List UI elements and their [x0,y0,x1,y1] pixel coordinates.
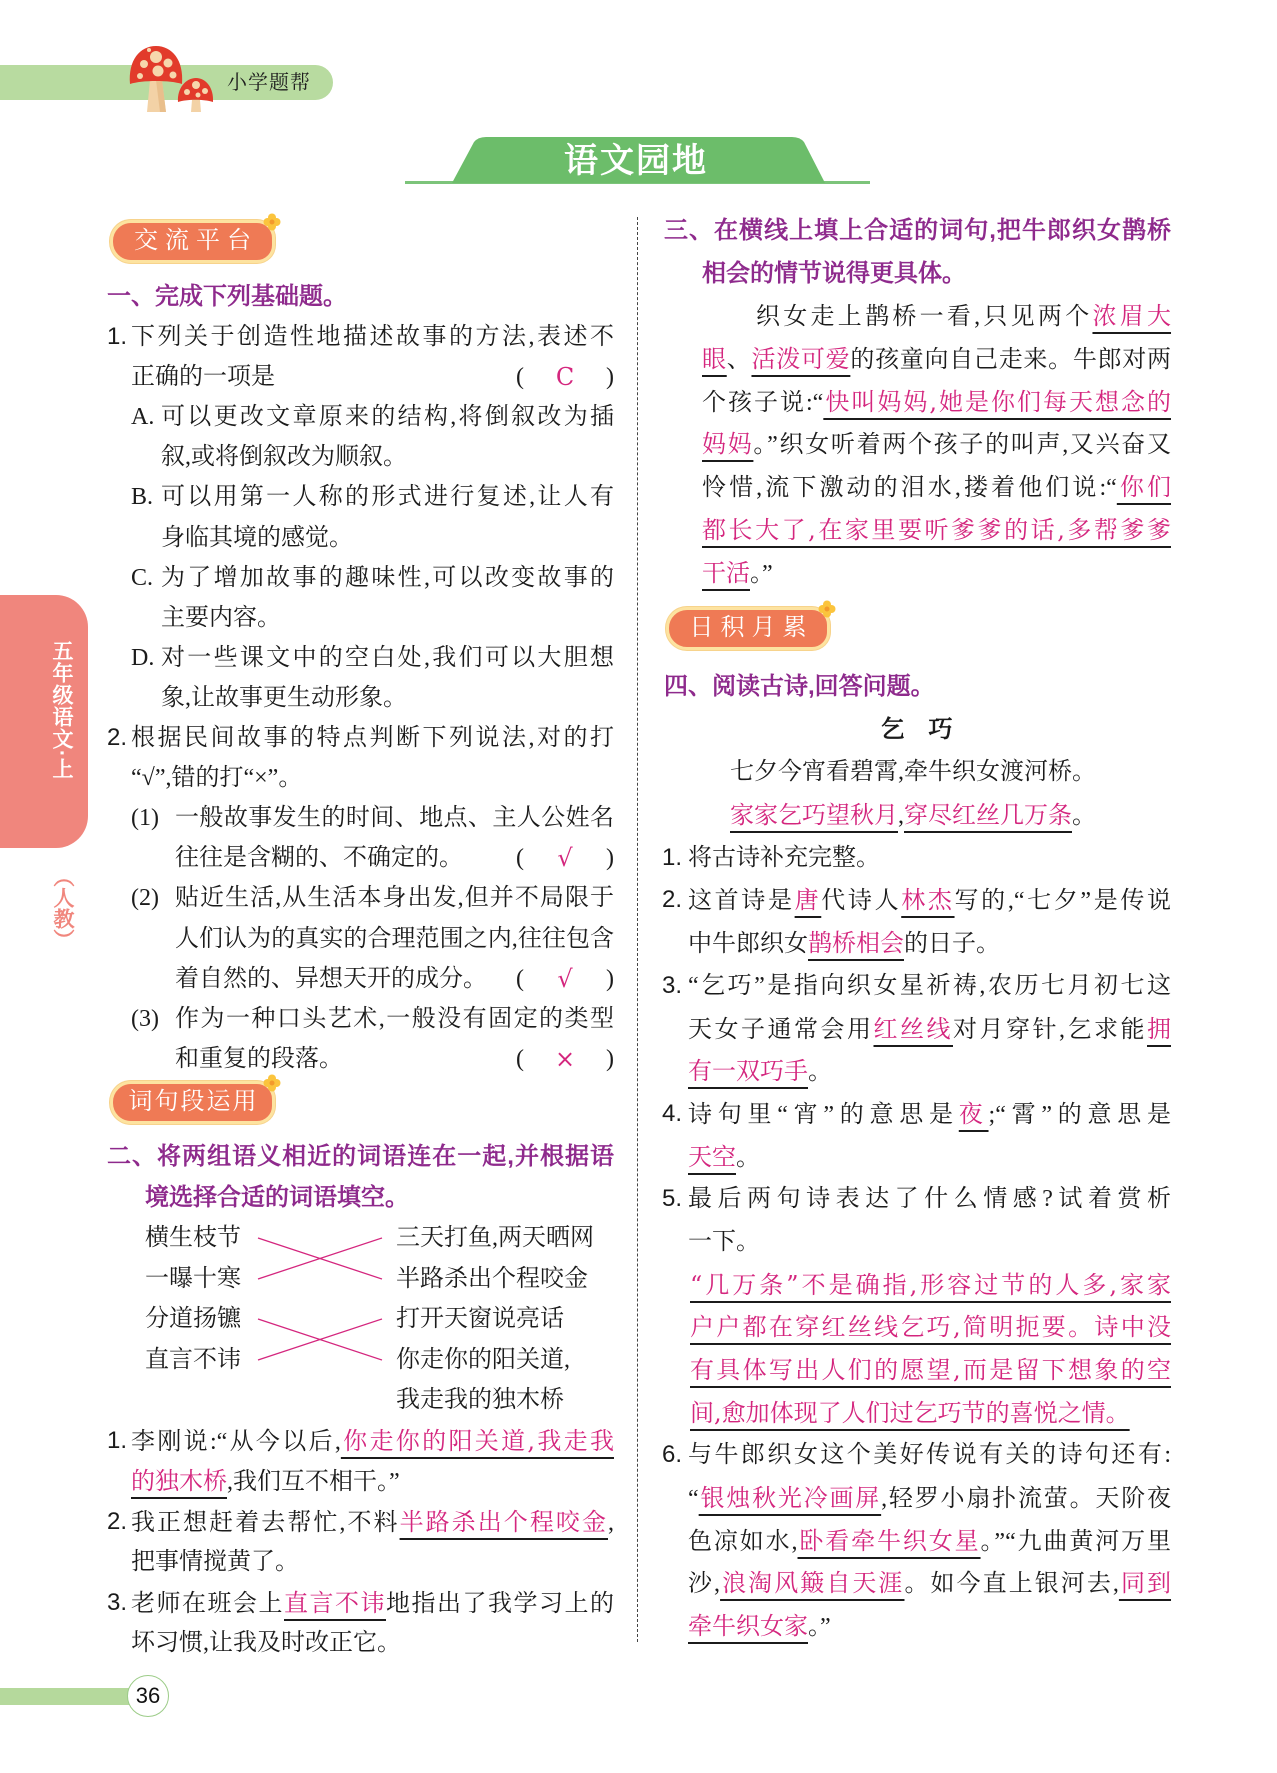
section-heading-cont: 相会的情节说得更具体。 [702,259,966,287]
option-label: C. [131,564,154,591]
item-label: (2) [131,885,159,912]
poem-answer: 家家乞巧望秋月 [730,801,898,830]
fill-item-1 [107,1421,614,1462]
fill-text: 地指出了我学习上的 [386,1590,614,1617]
option-label: B. [131,484,154,511]
question-text: 最后两句诗表达了什么情感?试着赏析 [688,1186,1171,1213]
matching-left-word: 一曝十寒 [145,1265,241,1292]
passage-text: 、 [726,347,752,374]
passage-line [662,509,1171,552]
question-1-stem [107,317,614,357]
passage-line [662,552,1171,595]
question-text: 代诗人 [821,888,902,915]
badge-daily-accumulation [666,607,830,650]
question-text: 将古诗补充完整。 [688,844,880,871]
paren-open: ( [516,364,524,391]
option-text: 身临其境的感觉。 [161,524,353,551]
passage-answer: 快叫妈妈,她是你们每天想念的 [823,387,1171,416]
matching-right-word: 你走你的阳关道, [396,1346,570,1373]
matching-right-word: 三天打鱼,两天晒网 [396,1225,594,1251]
passage-text: 织女走上鹊桥一看,只见两个 [756,304,1093,331]
section-heading: 四、阅读古诗,回答问题。 [664,673,935,700]
question-text: ;“霄”的意思是 [988,1101,1171,1128]
option-label: A. [131,404,155,431]
option-text: 可以用第一人称的形式进行复述,让人有 [161,484,614,511]
section-fill-story [662,210,1171,594]
fill-text: 我正想赶着去帮忙,不料 [131,1509,400,1536]
poem-question-6 [662,1434,1171,1477]
question-text: 的日子。 [904,931,1000,958]
question-text: 诗句里“宵”的意思是 [688,1101,959,1128]
fill-text: 李刚说:“从今以后, [131,1428,341,1455]
badge-word-sentence-usage [110,1081,275,1124]
poem-question-3 [662,965,1171,1008]
judgement-item-3 [107,999,614,1039]
judgement-item-2 [107,878,614,918]
section-heading-cont: 境选择合适的词语填空。 [145,1183,409,1211]
poem-question-3-cont [662,1050,1171,1093]
matching-row [107,1380,614,1421]
question-2-stem [107,718,614,758]
question-answer: 间,愈加体现了人们过乞巧节的喜悦之情。 [690,1398,1130,1427]
item-text: 贴近生活,从生活本身出发,但并不局限于 [175,885,614,912]
question-text: 。 [808,1059,832,1086]
passage-text: 个孩子说:“ [702,389,824,416]
question-answer: 天空 [688,1142,736,1171]
section-heading: 一、完成下列基础题。 [107,283,347,310]
poem-line [662,794,1171,837]
poem-question-6-cont [662,1605,1171,1648]
section-ancient-poem [662,666,1171,1648]
poem-question-4-cont [662,1136,1171,1179]
question-text: 。” [808,1614,831,1641]
question-number: 1. [662,843,683,871]
answer-blank [516,838,614,878]
item-text: 往往是含糊的、不确定的。 [175,845,463,872]
option-text: 对一些课文中的空白处,我们可以大胆想 [161,644,614,671]
judgement-item-2-cont [107,919,614,959]
question-text: 。”“九曲黄河万里 [980,1528,1171,1555]
option-b-cont [107,518,614,558]
option-text: 叙,或将倒叙改为顺叙。 [161,444,407,471]
question-answer: 林杰 [901,886,955,915]
fill-item-2-cont [107,1542,614,1583]
option-a [107,397,614,437]
matching-left-word: 横生枝节 [145,1225,241,1251]
poem-text: , [898,803,904,830]
section-word-usage [107,1137,614,1664]
answer-line [662,1306,1171,1349]
question-text: 。如今直上银河去, [904,1571,1119,1598]
question-text: 对月穿针,乞求能 [953,1016,1147,1043]
poem-question-5 [662,1178,1171,1221]
passage-text: 的孩童向自己走来。牛郎对两 [850,347,1172,374]
matching-right-word: 我走我的独木桥 [396,1387,564,1413]
passage-answer: 浓眉大 [1092,302,1172,331]
question-answer: 同到 [1118,1569,1172,1598]
poem-question-5-cont [662,1221,1171,1264]
answer-value: √ [557,844,573,873]
edition-label: （人教） [51,866,74,950]
passage-line [662,466,1171,509]
paren-open: ( [516,965,524,992]
section-heading: 二、将两组语义相近的词语连在一起,并根据语 [107,1143,614,1170]
section-heading: 三、在横线上填上合适的词句,把牛郎织女鹊桥 [664,217,1171,244]
question-text: 中牛郎织女 [688,931,808,958]
paren-close: ) [606,364,614,391]
item-text: 一般故事发生的时间、地点、主人公姓名 [175,805,614,832]
footer-bar [0,1688,135,1705]
question-text: 正确的一项是 [131,364,275,391]
passage-line [662,295,1171,338]
answer-line [662,1264,1171,1307]
fill-item-3 [107,1583,614,1624]
answer-blank [516,959,614,999]
passage-line [662,423,1171,466]
question-number: 2. [662,886,683,914]
option-label: D. [131,644,155,671]
passage-answer: 干活 [702,558,750,587]
question-text: 下列关于创造性地描述故事的方法,表述不 [131,324,614,351]
question-answer: 户户都在穿红丝线乞巧,简明扼要。诗中没 [690,1313,1171,1342]
question-2-stem-cont [107,758,614,798]
fill-text: , [608,1509,614,1536]
item-text: 人们认为的真实的合理范围之内,往往包含 [175,925,614,952]
item-label: (1) [131,805,159,832]
item-text: 着自然的、异想天开的成分。 [175,965,487,992]
paren-open: ( [516,845,524,872]
paren-close: ) [605,845,614,872]
fill-item-3-cont [107,1623,614,1664]
poem-question-6-cont [662,1520,1171,1563]
question-text: 根据民间故事的特点判断下列说法,对的打 [131,725,614,752]
question-text: “ [688,1486,699,1513]
option-text: 可以更改文章原来的结构,将倒叙改为插 [161,404,614,431]
poem-question-3-cont [662,1008,1171,1051]
item-text: 作为一种口头艺术,一般没有固定的类型 [175,1005,614,1032]
flower-icon [263,213,281,231]
passage-line [662,338,1171,381]
question-answer: 鹊桥相会 [808,929,904,958]
flower-icon [818,600,836,618]
matching-right-word: 打开天窗说亮话 [396,1306,564,1332]
question-answer: 夜 [958,1099,989,1128]
question-text: “√”,错的打“×”。 [131,765,303,792]
question-text: 。 [736,1144,760,1171]
option-c [107,558,614,598]
fill-text: 老师在班会上 [131,1590,284,1617]
question-number: 6. [662,1441,683,1469]
passage-text: 。”织女听着两个孩子的叫声,又兴奋又 [753,432,1171,459]
passage-line [662,381,1171,424]
question-answer: 卧看牵牛织女星 [797,1526,981,1555]
paren-close: ) [605,965,614,992]
badge-label: 交流平台 [134,227,258,254]
poem-title: 乞 巧 [880,715,953,743]
question-text: 这首诗是 [688,888,795,915]
answer-blank [516,1039,614,1079]
judgement-item-1-cont [107,838,614,878]
passage-answer: 眼 [702,345,727,374]
matching-lines [250,1225,390,1375]
question-answer: 浪淘风簸自天涯 [720,1569,905,1598]
passage-text: 怜惜,流下激动的泪水,搂着他们说:“ [702,475,1117,502]
question-1-stem-cont [107,357,614,397]
question-text: 与牛郎织女这个美好传说有关的诗句还有: [688,1442,1171,1469]
page-title: 语文园地 [564,142,708,180]
paren-close: ) [605,1045,614,1072]
answer-value: × [554,1044,576,1073]
judgement-item-2-cont [107,959,614,999]
matching-right-word: 半路杀出个程咬金 [396,1265,588,1292]
badge-exchange-platform [110,220,275,263]
grade-label: 五年级语文·上 [50,640,73,780]
question-text: “乞巧”是指向织女星祈祷,农历七月初七这 [688,972,1171,999]
item-text: 和重复的段落。 [175,1045,343,1072]
judgement-item-1 [107,798,614,838]
answer-value: C [555,363,575,392]
fill-text: 坏习惯,让我及时改正它。 [131,1630,401,1656]
passage-answer: 妈妈 [702,430,754,459]
option-text: 主要内容。 [161,604,281,631]
question-text: 一下。 [688,1228,760,1255]
question-text: 色凉如水, [688,1528,798,1555]
question-text: ,轻罗小扇扑流萤。天阶夜 [881,1486,1172,1513]
matching-left-word: 直言不讳 [145,1346,241,1373]
poem-text: 七夕今宵看碧霄,牵牛织女渡河桥。 [730,759,1096,786]
fill-text: 把事情搅黄了。 [131,1549,299,1575]
question-number: 2. [107,724,128,752]
badge-label: 日积月累 [689,614,814,641]
question-number: 3. [662,971,683,999]
question-text: 天女子通常会用 [688,1016,874,1043]
option-text: 为了增加故事的趣味性,可以改变故事的 [161,564,614,591]
option-d-cont [107,678,614,718]
passage-answer: 活泼可爱 [751,345,851,374]
fill-item-2 [107,1502,614,1543]
passage-answer: 都长大了,在家里要听爹爹的话,多帮爹爹 [702,515,1171,544]
passage-answer: 你们 [1116,473,1171,502]
answer-line [662,1392,1171,1435]
poem-text: 。 [1072,803,1096,830]
option-text: 象,让故事更生动形象。 [161,684,407,711]
fill-answer: 半路杀出个程咬金 [399,1507,608,1536]
option-a-cont [107,437,614,477]
question-answer: 银烛秋光冷画屏 [698,1484,882,1513]
badge-label: 词句段运用 [128,1088,259,1115]
question-answer: 红丝线 [873,1014,953,1043]
poem-question-6-cont [662,1562,1171,1605]
question-number: 1. [107,323,128,351]
mushroom-icon [100,40,240,120]
judgement-item-3-cont [107,1039,614,1079]
poem-question-6-cont [662,1477,1171,1520]
poem-question-2 [662,879,1171,922]
question-answer: “几万条”不是确指,形容过节的人多,家家 [690,1270,1171,1299]
item-label: (3) [131,1005,159,1032]
page-number: 36 [127,1675,169,1717]
option-c-cont [107,598,614,638]
question-answer: 有具体写出人们的愿望,而是留下想象的空 [690,1356,1171,1384]
poem-question-2-cont [662,922,1171,965]
question-number: 5. [662,1185,683,1213]
question-number: 3. [107,1588,128,1616]
answer-value: √ [557,964,573,993]
brand-label: 小学题帮 [227,72,311,94]
fill-answer: 的独木桥 [131,1467,227,1495]
question-text: 写的,“七夕”是传说 [954,888,1172,915]
question-number: 2. [107,1507,128,1535]
fill-text: ,我们互不相干。” [227,1469,400,1495]
option-d [107,638,614,678]
question-answer: 唐 [794,886,822,915]
question-text: 沙, [688,1571,721,1598]
poem-line [662,751,1171,794]
paren-open: ( [516,1045,524,1072]
question-number: 1. [107,1426,128,1454]
fill-answer: 直言不讳 [284,1588,386,1617]
question-number: 4. [662,1099,683,1127]
question-answer: 有一双巧手 [688,1057,808,1086]
poem-question-4 [662,1093,1171,1136]
matching-left-word: 分道扬镳 [145,1306,241,1332]
section-basic-questions [107,277,614,1079]
column-divider [637,217,638,1642]
option-b [107,477,614,517]
poem-question-1 [662,837,1171,880]
question-answer: 牵牛织女家 [688,1612,808,1641]
answer-line [662,1349,1171,1392]
fill-answer: 你走你的阳关道,我走我 [340,1426,614,1455]
poem-answer: 穿尽红丝几万条 [904,801,1072,830]
passage-text: 。” [750,560,773,587]
fill-item-1-cont [107,1461,614,1502]
question-answer: 拥 [1147,1014,1171,1043]
answer-blank [516,357,614,397]
